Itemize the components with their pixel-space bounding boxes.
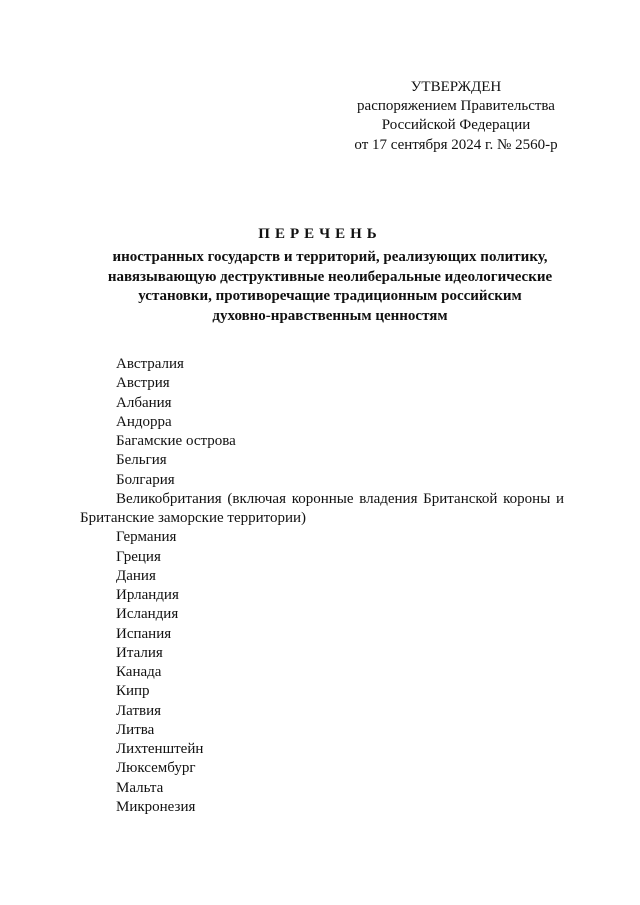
list-item: Австрия [116,375,170,392]
list-item: Кипр [116,683,150,700]
approval-line: распоряжением Правительства [357,98,555,115]
subtitle-line: иностранных государств и территорий, реализующих политику, [112,249,548,265]
list-item: Бельгия [116,452,167,469]
document-subtitle [90,248,570,326]
list-item: Мальта [116,779,164,796]
subtitle-line: установки, противоречащие традиционным российским [138,288,522,304]
document-title: ПЕРЕЧЕНЬ [258,226,382,242]
list-item: Германия [116,529,177,546]
list-item: Ирландия [116,587,179,603]
list-item: Великобритания (включая коронные владения Британской короны и Британские заморские территории) [80,490,564,526]
list-item: Микронезия [116,798,196,815]
list-item: Албания [116,394,172,411]
list-item: Исландия [116,606,179,623]
list-item: Греция [116,548,161,565]
approval-block [340,78,572,155]
list-item: Латвия [116,702,162,719]
list-item: Болгария [116,471,175,488]
approval-date-number: от 17 сентября 2024 г. № 2560-р [354,136,558,153]
approval-heading: УТВЕРЖДЕН [410,79,502,95]
list-item: Люксембург [116,760,196,777]
list-item: Италия [116,644,163,661]
list-item: Багамские острова [116,433,236,449]
list-item: Андорра [116,413,172,430]
list-item: Дания [116,567,156,584]
list-item: Испания [116,625,172,642]
list-item: Канада [116,664,162,680]
country-list [80,355,564,817]
subtitle-line: навязывающую деструктивные неолиберальные идеологические [107,268,553,285]
approval-line: Российской Федерации [381,117,531,134]
list-item: Австралия [116,356,184,372]
list-item: Литва [116,721,155,738]
list-item: Лихтенштейн [116,741,204,757]
subtitle-line: духовно-нравственным ценностям [212,307,448,324]
